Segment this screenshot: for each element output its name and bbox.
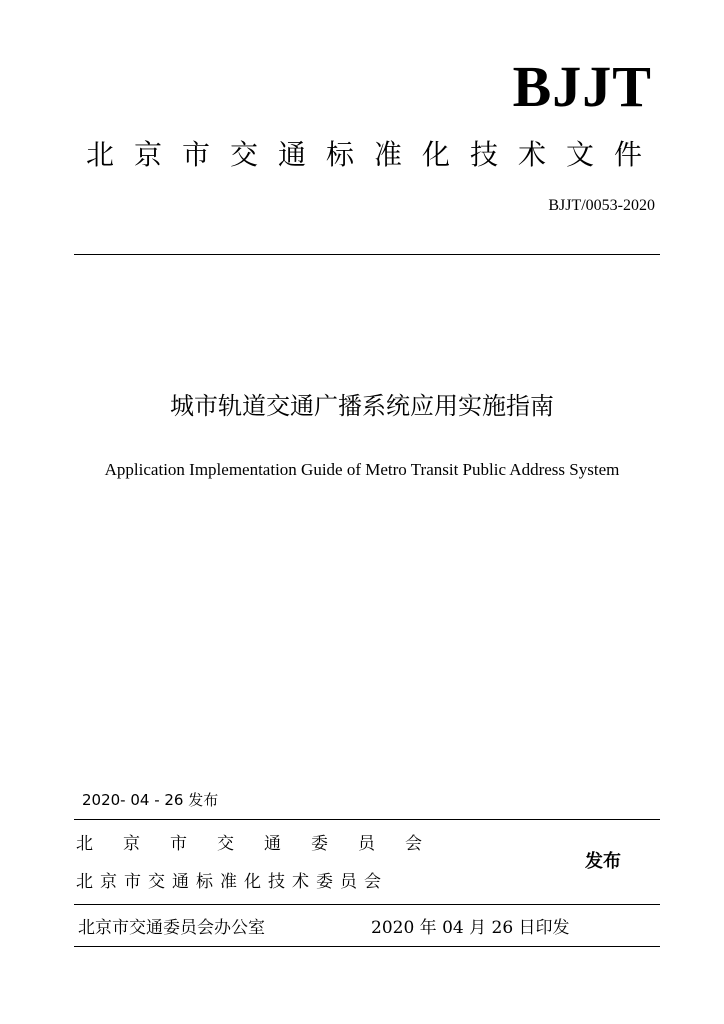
issuer-transport-commission: 北京市交通委员会 — [76, 834, 452, 854]
document-title-chinese: 城市轨道交通广播系统应用实施指南 — [170, 392, 554, 420]
issuer-standardization-committee: 北京市交通标准化技术委员会 — [76, 872, 388, 892]
release-date: 2020- 04 - 26 发布 — [82, 791, 219, 809]
issuer-top-divider — [74, 819, 660, 820]
issuer-bottom-divider — [74, 904, 660, 905]
header-divider — [74, 254, 660, 255]
document-type-heading: 北京市交通标准化技术文件 — [86, 138, 663, 171]
printing-bottom-divider — [74, 946, 660, 947]
printing-office: 北京市交通委员会办公室 — [78, 918, 265, 938]
publish-label: 发布 — [585, 851, 621, 872]
document-title-english: Application Implementation Guide of Metro Transit Public Address System — [104, 460, 620, 479]
document-number: BJJT/0053-2020 — [548, 197, 655, 214]
printing-date: 2020 年 04 月 26 日印发 — [371, 918, 570, 938]
document-series-code: BJJT — [512, 54, 652, 119]
